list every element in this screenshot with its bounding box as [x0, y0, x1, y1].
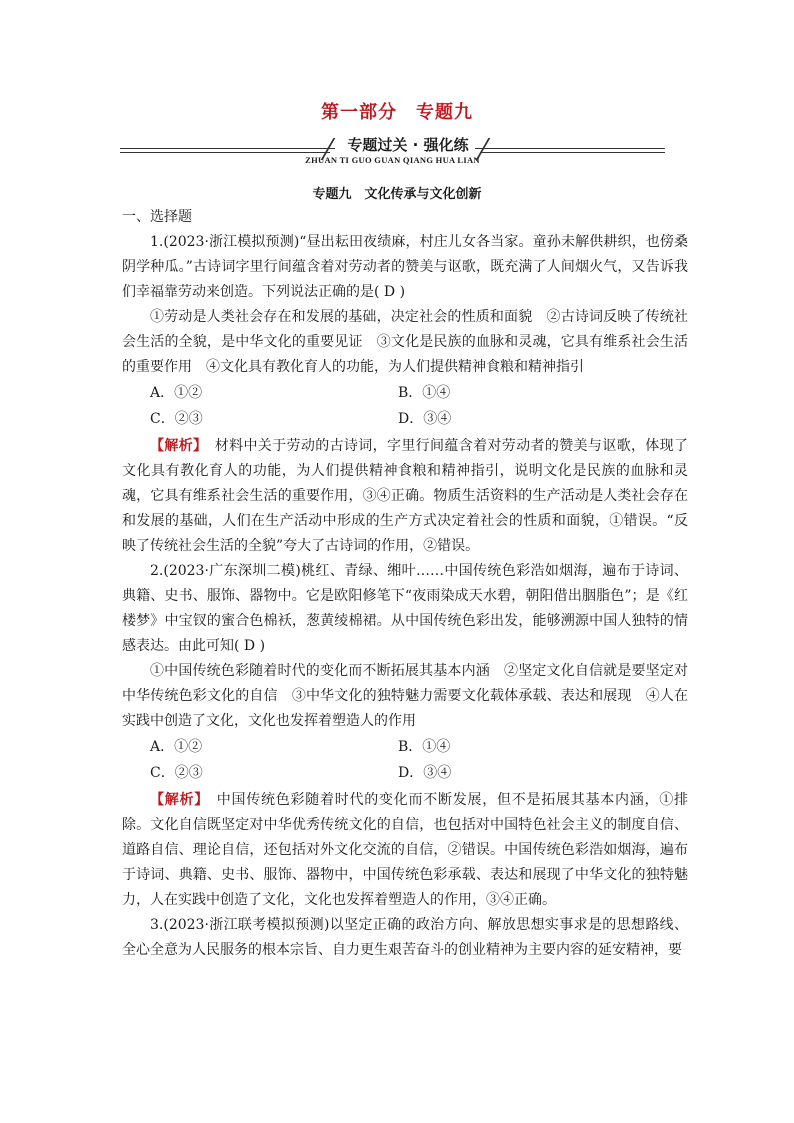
banner-rule-left — [120, 148, 335, 149]
option-c: C．②③ — [150, 411, 203, 427]
banner-pinyin: ZHUAN TI GUO GUAN QIANG HUA LIAN — [305, 155, 480, 165]
question-1 — [122, 230, 688, 559]
option-b: B．①④ — [398, 739, 451, 755]
section-banner — [120, 134, 665, 174]
option-d: D．③④ — [398, 765, 452, 781]
question-stem: 1.(2023·浙江模拟预测)“昼出耘田夜绩麻，村庄儿女各当家。童孙未解供耕织，也傍桑阴学种瓜。”古诗词字里行间蕴含着对劳动者的赞美与讴歌，既充满了人间烟火气，又告诉我们幸福靠劳动来创造。下列说法正确的是( D ) — [122, 234, 688, 300]
topic-subtitle: 专题九 文化传承与文化创新 — [312, 187, 482, 202]
answer-options — [122, 380, 688, 432]
analysis-paragraph — [122, 788, 688, 913]
document-body — [122, 205, 688, 963]
banner-title: 专题过关 · 强化练 — [347, 136, 469, 154]
page-title: 第一部分 专题九 — [321, 102, 473, 123]
answer-options — [122, 734, 688, 786]
question-3 — [122, 913, 688, 963]
option-c: C．②③ — [150, 765, 203, 781]
option-a: A．①② — [150, 739, 203, 755]
question-stem: 3.(2023·浙江联考模拟预测)以坚定正确的政治方向、解放思想实事求是的思想路线、全心全意为人民服务的根本宗旨、自力更生艰苦奋斗的创业精神为主要内容的延安精神，要 — [122, 917, 688, 958]
analysis-label: 【解析】 — [150, 792, 202, 808]
question-statements: ①中国传统色彩随着时代的变化而不断拓展其基本内涵 ②坚定文化自信就是要坚定对中华传统色彩文化的自信 ③中华文化的独特魅力需要文化载体承载、表达和展现 ④人在实践中创造了文化，文化也发挥着塑造人的作用 — [122, 663, 688, 729]
analysis-label: 【解析】 — [150, 438, 201, 454]
question-statements: ①劳动是人类社会存在和发展的基础，决定社会的性质和面貌 ②古诗词反映了传统社会生活的全貌，是中华文化的重要见证 ③文化是民族的血脉和灵魂，它具有维系社会生活的重要作用 ④文化具有教化育人的功能，为人们提供精神食粮和精神指引 — [122, 309, 688, 375]
banner-rule-right-2 — [480, 152, 665, 153]
question-stem: 2.(2023·广东深圳二模)桃红、青绿、缃叶……中国传统色彩浩如烟海，遍布于诗词、典籍、史书、服饰、器物中。它是欧阳修笔下“夜雨染成天水碧，朝阳借出胭脂色”；是《红楼梦》中宝钗的蜜合色棉袄，葱黄绫棉裙。从中国传统色彩出发，能够溯源中国人独特的情感表达。由此可知( D ) — [122, 563, 688, 654]
option-a: A．①② — [150, 385, 203, 401]
analysis-text: 中国传统色彩随着时代的变化而不断发展，但不是拓展其基本内涵，①排除。文化自信既坚定对中华优秀传统文化的自信，也包括对中国特色社会主义的制度自信、道路自信、理论自信，还包括对外文化交流的自信，②错误。中国传统色彩浩如烟海，遍布于诗词、典籍、史书、服饰、器物中，中国传统色彩承载、表达和展现了中华文化的独特魅力，人在实践中创造了文化，文化也发挥着塑造人的作用，③④正确。 — [122, 792, 688, 908]
banner-rule-left-2 — [120, 152, 330, 153]
option-d: D．③④ — [398, 411, 452, 427]
analysis-paragraph — [122, 434, 688, 559]
option-b: B．①④ — [398, 385, 451, 401]
banner-rule-right — [475, 148, 665, 149]
question-2 — [122, 559, 688, 913]
section-heading: 一、选择题 — [122, 209, 192, 225]
analysis-text: 材料中关于劳动的古诗词，字里行间蕴含着对劳动者的赞美与讴歌，体现了文化具有教化育人的功能，为人们提供精神食粮和精神指引，说明文化是民族的血脉和灵魂，它具有维系社会生活的重要作用，③④正确。物质生活资料的生产活动是人类社会存在和发展的基础，人们在生产活动中形成的生产方式决定着社会的性质和面貌，①错误。“反映了传统社会生活的全貌”夸大了古诗词的作用，②错误。 — [122, 438, 688, 554]
